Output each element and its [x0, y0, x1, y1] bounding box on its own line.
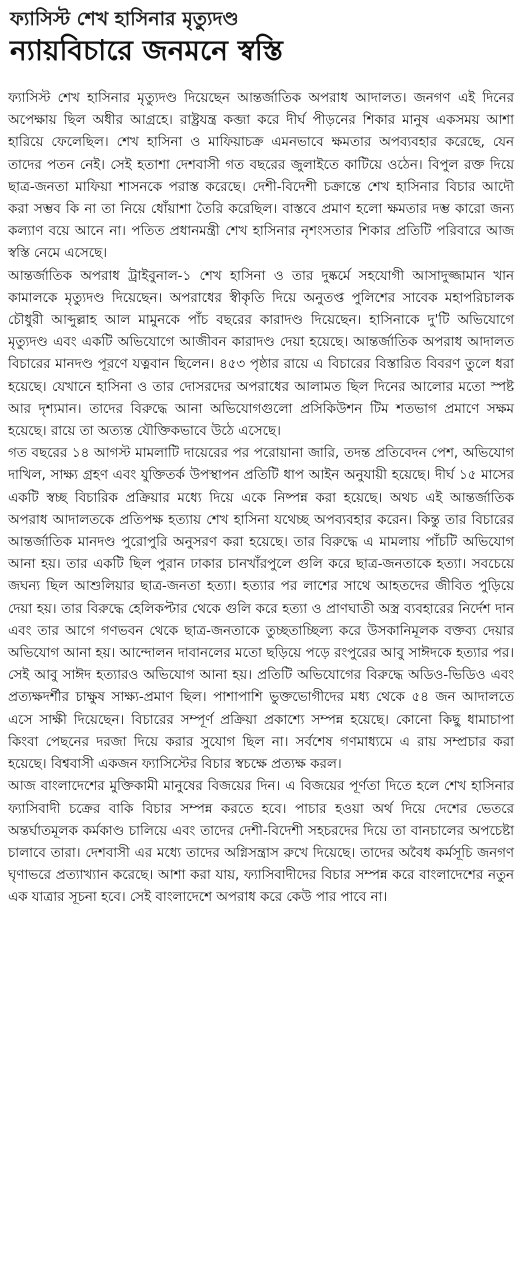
article-paragraph-4: আজ বাংলাদেশের মুক্তিকামী মানুষের বিজয়ের দিন। এ বিজয়ের পূর্ণতা দিতে হলে শেখ হাসিনার ফ্যাসিবাদী চক্রের বাকি বিচার সম্পন্ন করতে হবে। পাচার হওয়া অর্থ দিয়ে দেশের ভেতরে অন্তর্ঘাতমূলক কর্মকাণ্ড চালিয়ে এবং তাদের দেশী-বিদেশী সহচরদের দিয়ে তা বানচালের অপচেষ্টা চালাবে তারা। দেশবাসী এর মধ্যে তাদের অগ্নিসন্ত্রাস রুখে দিয়েছে। তাদের অবৈধ কর্মসূচি জনগণ ঘৃণাভরে প্রত্যাখ্যান করেছে। আশা করা যায়, ফ্যাসিবাদীদের বিচার সম্পন্ন করে বাংলাদেশের নতুন এক যাত্রার সূচনা হবে। সেই বাংলাদেশে অপরাধ করে কেউ পার পাবে না।	[8, 779, 514, 906]
article-paragraph-3: গত বছরের ১৪ আগস্ট মামলাটি দায়েরের পর পরোয়ানা জারি, তদন্ত প্রতিবেদন পেশ, অভিযোগ দাখিল, সাক্ষ্য গ্রহণ এবং যুক্তিতর্ক উপস্থাপন প্রতিটি ধাপ আইন অনুযায়ী হয়েছে। দীর্ঘ ১৫ মাসের একটি স্বচ্ছ বিচারিক প্রক্রিয়ার মধ্যে দিয়ে একে নিষ্পন্ন করা হয়েছে। অথচ এই আন্তর্জাতিক অপরাধ আদালতকে প্রতিপক্ষ হত্যায় শেখ হাসিনা যথেচ্ছ অপব্যবহার করেন। কিন্তু তার বিচারের আন্তর্জাতিক মানদণ্ড পুরোপুরি অনুসরণ করা হয়েছে। তার বিরুদ্ধে এ মামলায় পাঁচটি অভিযোগ আনা হয়। তার একটি ছিল পুরান ঢাকার চানখাঁরপুলে গুলি করে ছাত্র-জনতাকে হত্যা। সবচেয়ে জঘন্য ছিল আশুলিয়ার ছাত্র-জনতা হত্যা। হত্যার পর লাশের সাথে আহতদের জীবিত পুড়িয়ে দেয়া হয়। তার বিরুদ্ধে হেলিকপ্টার থেকে গুলি করে হত্যা ও প্রাণঘাতী অস্ত্র ব্যবহারের নির্দেশ দান এবং তার আগে গণভবন থেকে ছাত্র-জনতাকে তুচ্ছতাচ্ছিল্য করে উসকানিমূলক বক্তব্য দেয়ার অভিযোগ আনা হয়। আন্দোলন দাবানলের মতো ছড়িয়ে পড়ে রংপুরের আবু সাঈদকে হত্যার পর। সেই আবু সাঈদ হত্যারও অভিযোগ আনা হয়। প্রতিটি অভিযোগের বিরুদ্ধে অডিও-ভিডিও এবং প্রত্যক্ষদর্শীর চাক্ষুষ সাক্ষ্য-প্রমাণ ছিল। পাশাপাশি ভুক্তভোগীদের মধ্য থেকে ৫৪ জন আদালতে এসে সাক্ষী দিয়েছেন। বিচারের সম্পূর্ণ প্রক্রিয়া প্রকাশ্যে সম্পন্ন হয়েছে। কোনো কিছু ধামাচাপা কিংবা পেছনের দরজা দিয়ে করার সুযোগ ছিল না। সর্বশেষ গণমাধ্যমে এ রায় সম্প্রচার করা হয়েছে। বিশ্ববাসী একজন ফ্যাসিস্টের বিচার স্বচক্ষে প্রত্যক্ষ করল।	[8, 446, 514, 773]
article-kicker: ফ্যাসিস্ট শেখ হাসিনার মৃত্যুদণ্ড	[10, 8, 239, 30]
article-paragraph-1: ফ্যাসিস্ট শেখ হাসিনার মৃত্যুদণ্ড দিয়েছেন আন্তর্জাতিক অপরাধ আদালত। জনগণ এই দিনের অপেক্ষায় ছিল অধীর আগ্রহে। রাষ্ট্রযন্ত্র কব্জা করে দীর্ঘ পীড়নের শিকার মানুষ একসময় আশা হারিয়ে ফেলেছিল। শেখ হাসিনা ও মাফিয়াচক্র এমনভাবে ক্ষমতার অপব্যবহার করেছে, যেন তাদের পতন নেই। সেই হতাশা দেশবাসী গত বছরের জুলাইতে কাটিয়ে ওঠেন। বিপুল রক্ত দিয়ে ছাত্র-জনতা মাফিয়া শাসনকে পরাস্ত করেছে। দেশী-বিদেশী চক্রান্তে শেখ হাসিনার বিচার আদৌ করা সম্ভব কি না তা নিয়ে ধোঁয়াশা তৈরি করেছিল। বাস্তবে প্রমাণ হলো ক্ষমতার দম্ভ কারো জন্য কল্যাণ বয়ে আনে না। পতিত প্রধানমন্ত্রী শেখ হাসিনার নৃশংসতার শিকার প্রতিটি পরিবারে আজ স্বস্তি নেমে এসেছে।	[8, 91, 514, 262]
article-headline: ন্যায়বিচারে জনমনে স্বস্তি	[10, 34, 283, 67]
article-paragraph-2: আন্তর্জাতিক অপরাধ ট্রাইবুনাল-১ শেখ হাসিনা ও তার দুষ্কর্মে সহযোগী আসাদুজ্জামান খান কামালকে মৃত্যুদণ্ড দিয়েছেন। অপরাধের স্বীকৃতি দিয়ে অনুতপ্ত পুলিশের সাবেক মহাপরিচালক চৌধুরী আব্দুল্লাহ আল মামুনকে পাঁচ বছরের কারাদণ্ড দিয়েছেন। হাসিনাকে দু'টি অভিযোগে মৃত্যুদণ্ড এবং একটি অভিযোগে আজীবন কারাদণ্ড দেয়া হয়েছে। আন্তর্জাতিক অপরাধ আদালত বিচারের মানদণ্ড পূরণে যত্নবান ছিলেন। ৪৫৩ পৃষ্ঠার রায়ে এ বিচারের বিস্তারিত বিবরণ তুলে ধরা হয়েছে। যেখানে হাসিনা ও তার দোসরদের অপরাধের আলামত ছিল দিনের আলোর মতো স্পষ্ট আর দৃশ্যমান। তাদের বিরুদ্ধে আনা অভিযোগগুলো প্রসিকিউশন টিম শতভাগ প্রমাণে সক্ষম হয়েছে। রায়ে তা অত্যন্ত যৌক্তিকভাবে উঠে এসেছে।	[8, 268, 514, 440]
article-body	[8, 88, 514, 910]
